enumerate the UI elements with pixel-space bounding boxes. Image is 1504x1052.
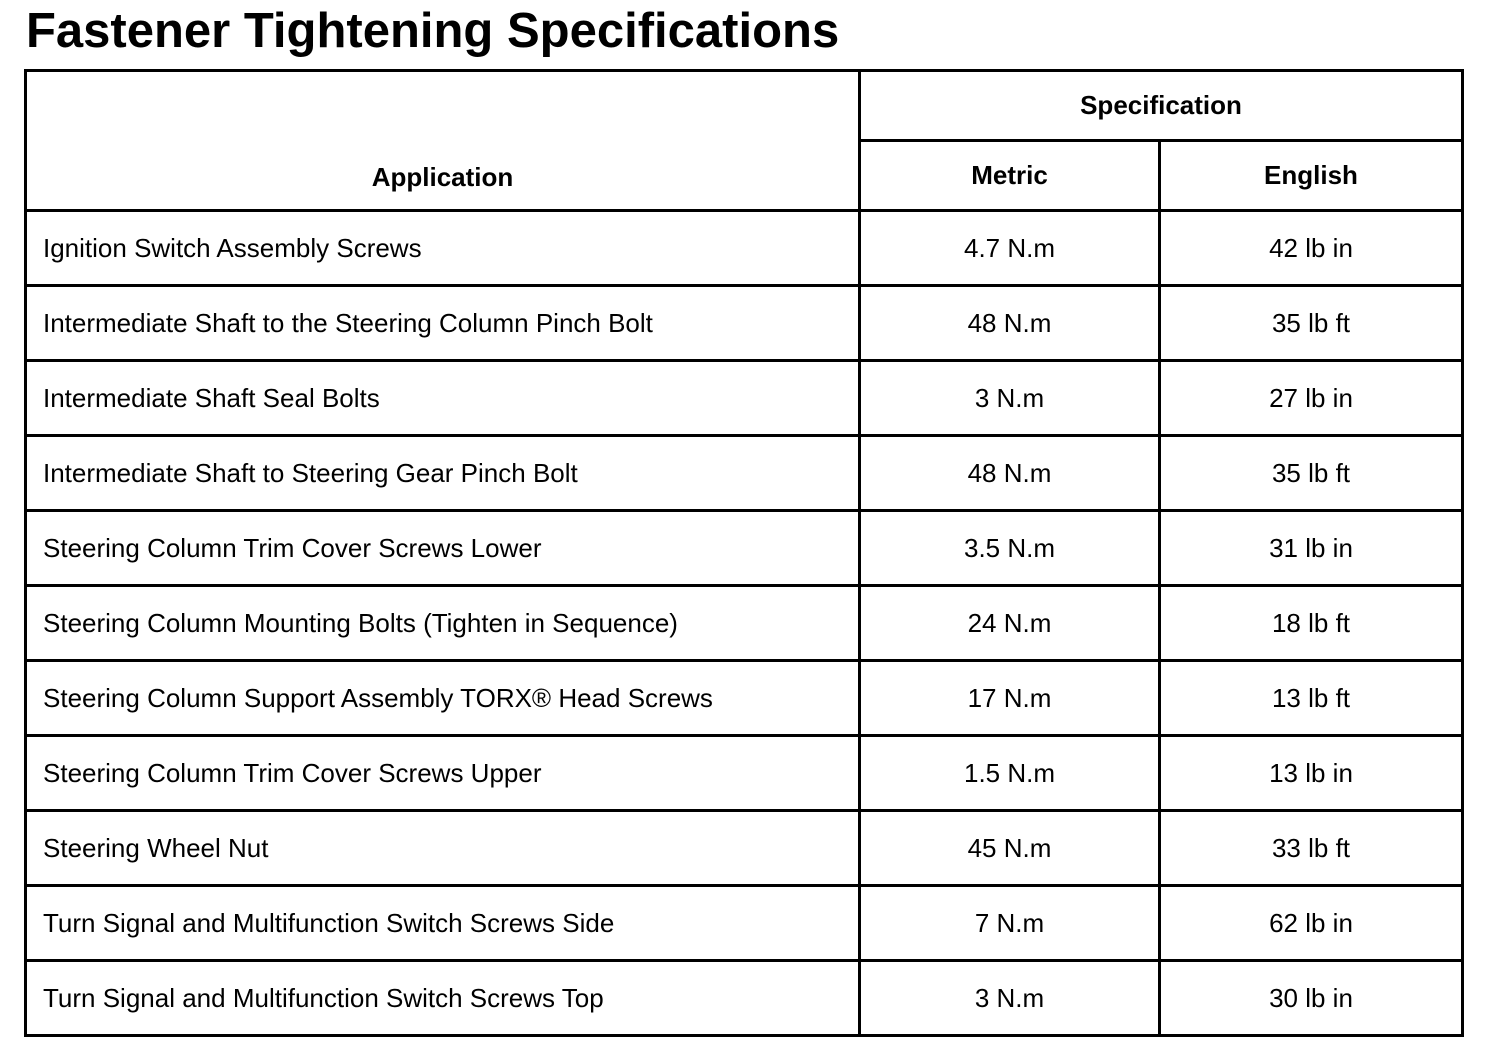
application-cell: Steering Column Trim Cover Screws Upper	[26, 736, 860, 811]
application-cell: Steering Column Mounting Bolts (Tighten in Sequence)	[26, 586, 860, 661]
table-row	[26, 661, 1463, 736]
english-value-cell: 42 lb in	[1160, 211, 1463, 286]
metric-value-cell: 1.5 N.m	[860, 736, 1160, 811]
english-value-cell: 30 lb in	[1160, 961, 1463, 1036]
english-value-cell: 13 lb in	[1160, 736, 1463, 811]
table-header	[26, 71, 1463, 211]
metric-value-cell: 3.5 N.m	[860, 511, 1160, 586]
english-value-cell: 33 lb ft	[1160, 811, 1463, 886]
english-value-cell: 27 lb in	[1160, 361, 1463, 436]
application-cell: Intermediate Shaft Seal Bolts	[26, 361, 860, 436]
metric-value-cell: 3 N.m	[860, 361, 1160, 436]
metric-value-cell: 48 N.m	[860, 286, 1160, 361]
english-value-cell: 13 lb ft	[1160, 661, 1463, 736]
table-row	[26, 361, 1463, 436]
metric-value-cell: 45 N.m	[860, 811, 1160, 886]
application-cell: Turn Signal and Multifunction Switch Screws Side	[26, 886, 860, 961]
fastener-spec-table	[24, 69, 1464, 1037]
english-value-cell: 31 lb in	[1160, 511, 1463, 586]
english-header: English	[1160, 141, 1463, 211]
metric-header: Metric	[860, 141, 1160, 211]
english-value-cell: 35 lb ft	[1160, 286, 1463, 361]
metric-value-cell: 24 N.m	[860, 586, 1160, 661]
application-cell: Ignition Switch Assembly Screws	[26, 211, 860, 286]
table-row	[26, 886, 1463, 961]
metric-value-cell: 17 N.m	[860, 661, 1160, 736]
application-cell: Intermediate Shaft to Steering Gear Pinch Bolt	[26, 436, 860, 511]
metric-value-cell: 3 N.m	[860, 961, 1160, 1036]
application-cell: Steering Wheel Nut	[26, 811, 860, 886]
english-value-cell: 18 lb ft	[1160, 586, 1463, 661]
application-cell: Turn Signal and Multifunction Switch Screws Top	[26, 961, 860, 1036]
table-row	[26, 736, 1463, 811]
application-header: Application	[26, 71, 860, 211]
table-row	[26, 436, 1463, 511]
metric-value-cell: 48 N.m	[860, 436, 1160, 511]
specification-header: Specification	[860, 71, 1463, 141]
table-body	[26, 211, 1463, 1036]
table-row	[26, 961, 1463, 1036]
metric-value-cell: 4.7 N.m	[860, 211, 1160, 286]
english-value-cell: 62 lb in	[1160, 886, 1463, 961]
application-cell: Intermediate Shaft to the Steering Column Pinch Bolt	[26, 286, 860, 361]
table-row	[26, 511, 1463, 586]
application-cell: Steering Column Support Assembly TORX® Head Screws	[26, 661, 860, 736]
metric-value-cell: 7 N.m	[860, 886, 1160, 961]
application-cell: Steering Column Trim Cover Screws Lower	[26, 511, 860, 586]
english-value-cell: 35 lb ft	[1160, 436, 1463, 511]
header-row-top	[26, 71, 1463, 141]
page-title: Fastener Tightening Specifications	[26, 4, 840, 58]
table-row	[26, 586, 1463, 661]
table-row	[26, 211, 1463, 286]
table-row	[26, 286, 1463, 361]
table-row	[26, 811, 1463, 886]
